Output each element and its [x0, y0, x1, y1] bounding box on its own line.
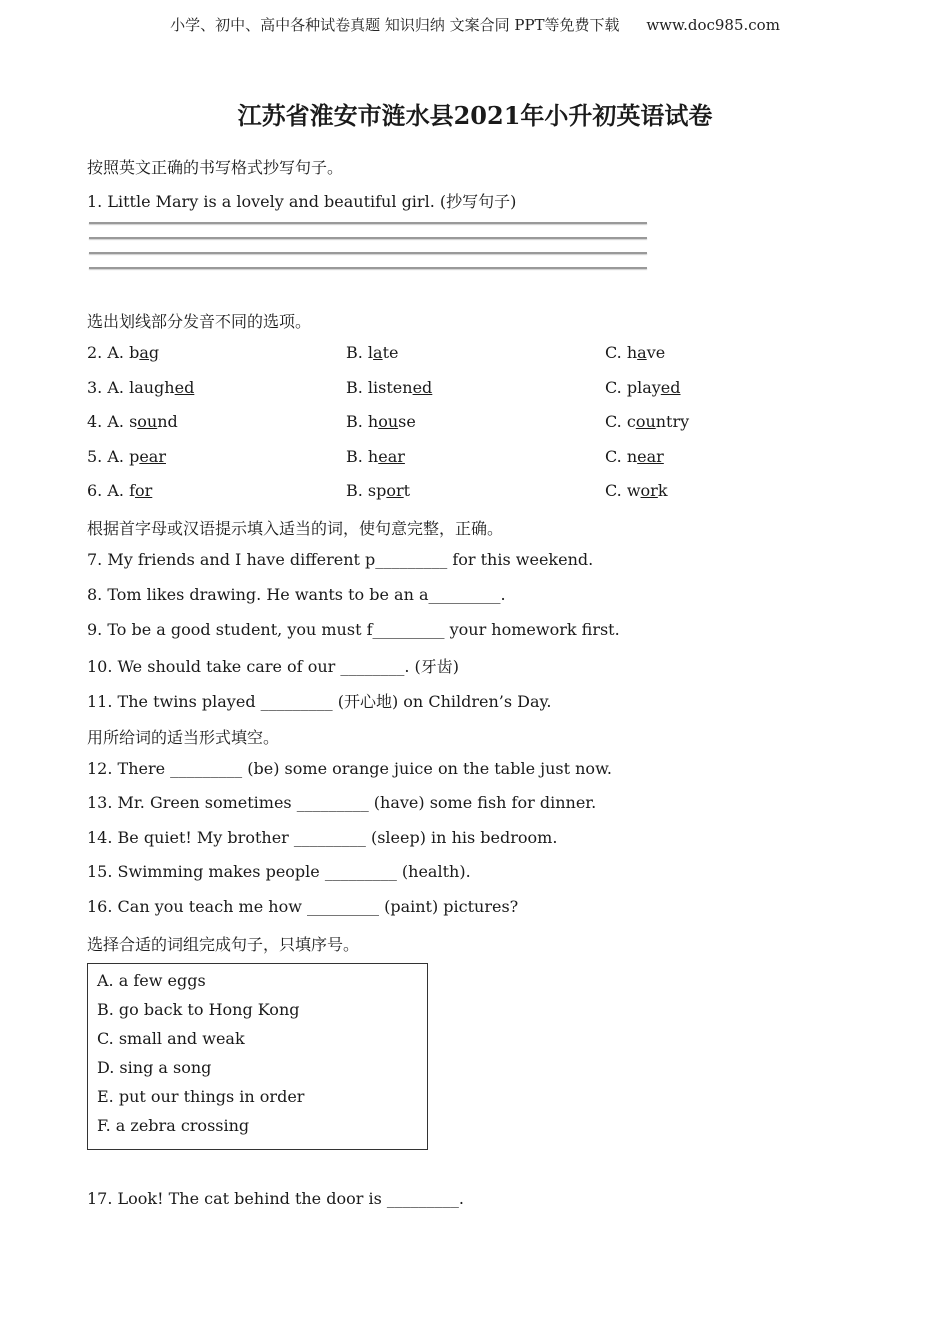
q6-option-a: 6. A. for	[87, 481, 153, 500]
copy-writing-lines	[89, 222, 647, 282]
q2-option-b: B. late	[346, 343, 399, 362]
phrase-option-e: E. put our things in order	[97, 1087, 305, 1106]
page-title: 江苏省淮安市涟水县2021年小升初英语试卷	[237, 101, 713, 130]
q5-option-b: B. hear	[346, 447, 405, 466]
header-site[interactable]: www.doc985.com	[646, 16, 780, 34]
section4-instruction: 用所给词的适当形式填空。	[87, 728, 280, 747]
q3-option-b: B. listened	[346, 378, 433, 397]
phrase-option-c: C. small and weak	[97, 1029, 245, 1048]
question-10: 10. We should take care of our ________. (牙齿)	[87, 657, 460, 676]
q2-option-a: 2. A. bag	[87, 343, 160, 362]
q3-option-a: 3. A. laughed	[87, 378, 195, 397]
question-11: 11. The twins played _________ (开心地) on Children’s Day.	[87, 692, 552, 711]
question-15: 15. Swimming makes people _________ (health).	[87, 862, 471, 881]
q5-option-c: C. near	[605, 447, 664, 466]
question-9: 9. To be a good student, you must f_________ your homework first.	[87, 620, 620, 639]
section2-instruction: 选出划线部分发音不同的选项。	[87, 312, 312, 331]
header-text: 小学、初中、高中各种试卷真题 知识归纳 文案合同 PPT等免费下载	[170, 16, 620, 34]
q4-option-b: B. house	[346, 412, 416, 431]
question-1: 1. Little Mary is a lovely and beautiful girl. (抄写句子)	[87, 192, 517, 211]
phrase-option-b: B. go back to Hong Kong	[97, 1000, 300, 1019]
q2-option-c: C. have	[605, 343, 666, 362]
question-8: 8. Tom likes drawing. He wants to be an a_________.	[87, 585, 506, 604]
section3-instruction: 根据首字母或汉语提示填入适当的词，使句意完整，正确。	[87, 519, 504, 538]
page-header	[0, 14, 950, 35]
phrase-option-f: F. a zebra crossing	[97, 1116, 250, 1135]
q4-option-c: C. country	[605, 412, 690, 431]
q4-option-a: 4. A. sound	[87, 412, 178, 431]
question-17: 17. Look! The cat behind the door is _________.	[87, 1189, 464, 1208]
phrase-option-a: A. a few eggs	[97, 971, 206, 990]
q6-option-b: B. sport	[346, 481, 411, 500]
question-7: 7. My friends and I have different p_________ for this weekend.	[87, 550, 594, 569]
question-12: 12. There _________ (be) some orange juice on the table just now.	[87, 759, 612, 778]
q3-option-c: C. played	[605, 378, 681, 397]
question-14: 14. Be quiet! My brother _________ (sleep) in his bedroom.	[87, 828, 558, 847]
section5-instruction: 选择合适的词组完成句子，只填序号。	[87, 935, 360, 954]
q5-option-a: 5. A. pear	[87, 447, 166, 466]
q6-option-c: C. work	[605, 481, 668, 500]
question-13: 13. Mr. Green sometimes _________ (have) some fish for dinner.	[87, 793, 597, 812]
phrase-option-d: D. sing a song	[97, 1058, 212, 1077]
section1-instruction: 按照英文正确的书写格式抄写句子。	[87, 158, 344, 177]
question-16: 16. Can you teach me how _________ (paint) pictures?	[87, 897, 519, 916]
phrase-options-box	[87, 963, 428, 1150]
